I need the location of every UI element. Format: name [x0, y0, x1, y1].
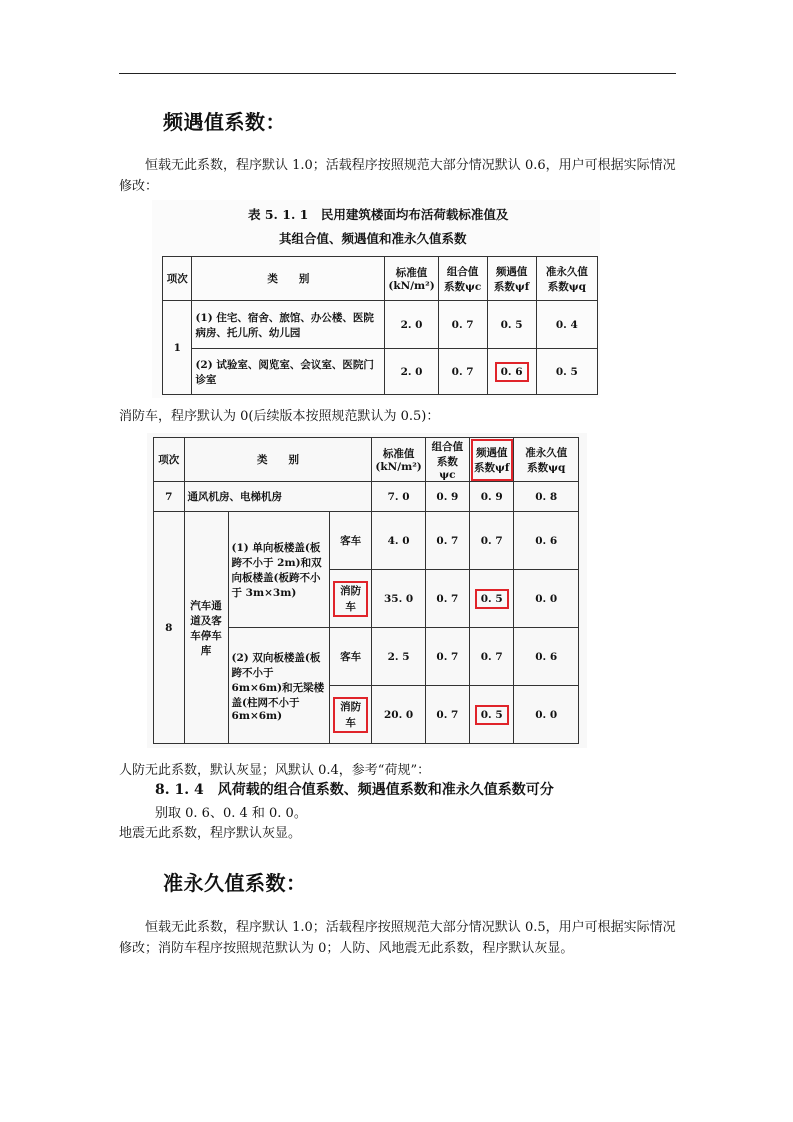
comb-cell: 0. 7	[425, 628, 469, 686]
table1-caption-line1: 表 5. 1. 1 民用建筑楼面均布活荷载标准值及	[248, 207, 509, 222]
earthquake-note: 地震无此系数，程序默认灰显。	[119, 826, 302, 841]
freq-cell	[487, 349, 536, 395]
category-cell: (2) 试验室、阅览室、会议室、医院门诊室	[192, 349, 385, 395]
quasi-cell: 0. 5	[536, 349, 597, 395]
quasi-cell: 0. 0	[514, 570, 579, 628]
table1-caption-line2: 其组合值、频遇值和准永久值系数	[279, 231, 467, 246]
comb-cell: 0. 9	[425, 482, 469, 512]
std-cell: 2. 0	[385, 301, 438, 349]
comb-cell: 0. 7	[425, 570, 469, 628]
std-cell: 2. 5	[372, 628, 425, 686]
intro-paragraph-frequent	[119, 155, 679, 197]
highlighted-freq-value: 0. 6	[495, 362, 529, 382]
table2-scan	[147, 433, 587, 748]
vehicle-type-cell: 客车	[329, 512, 372, 570]
intro-text: 恒载无此系数，程序默认 1.0；活载程序按照规范大部分情况默认 0.5，用户可根据实际情况修改；消防车程序按照规范默认为 0；人防、风地震无此系数，程序默认灰显。	[119, 920, 676, 956]
comb-cell: 0. 7	[438, 301, 487, 349]
header-cell: 准永久值 系数ψq	[514, 438, 579, 482]
table-row	[154, 482, 579, 512]
group-cell: 汽车通道及客车停车库	[184, 512, 228, 744]
vehicle-type-cell	[329, 686, 372, 744]
category-cell: (1) 住宅、宿舍、旅馆、办公楼、医院病房、托儿所、幼儿园	[192, 301, 385, 349]
table1-header-row	[163, 257, 598, 301]
category-cell: 通风机房、电梯机房	[184, 482, 372, 512]
quasi-cell: 0. 4	[536, 301, 597, 349]
freq-cell: 0. 5	[487, 301, 536, 349]
intro-text: 恒载无此系数，程序默认 1.0；活载程序按照规范大部分情况默认 0.6，用户可根据实际情况修改：	[119, 158, 676, 194]
comb-cell: 0. 7	[425, 512, 469, 570]
code-clause-line1: 8. 1. 4 风荷载的组合值系数、频遇值系数和准永久值系数可分	[155, 782, 554, 798]
std-cell: 2. 0	[385, 349, 438, 395]
table-row	[154, 512, 579, 570]
vehicle-type-cell: 客车	[329, 628, 372, 686]
header-cell: 标准值 (kN/m²)	[372, 438, 425, 482]
highlighted-freq-value: 0. 5	[475, 705, 509, 725]
comb-cell: 0. 7	[425, 686, 469, 744]
freq-cell: 0. 7	[470, 512, 514, 570]
quasi-cell: 0. 0	[514, 686, 579, 744]
subcategory-cell: (2) 双向板楼盖(板跨不小于 6m×6m)和无梁楼盖(柱网不小于 6m×6m)	[228, 628, 329, 744]
std-cell: 7. 0	[372, 482, 425, 512]
quasi-cell: 0. 8	[514, 482, 579, 512]
freq-cell	[470, 570, 514, 628]
freq-cell: 0. 7	[470, 628, 514, 686]
quasi-cell: 0. 6	[514, 628, 579, 686]
table1-scan	[152, 200, 600, 398]
header-cell: 组合值 系数ψc	[438, 257, 487, 301]
table2-header-row	[154, 438, 579, 482]
vehicle-type-cell	[329, 570, 372, 628]
header-cell: 类 别	[184, 438, 372, 482]
item-no-cell: 7	[154, 482, 185, 512]
subcategory-cell: (1) 单向板楼盖(板跨不小于 2m)和双向板楼盖(板跨不小于 3m×3m)	[228, 512, 329, 628]
header-cell: 频遇值 系数ψf	[487, 257, 536, 301]
table-row	[163, 349, 598, 395]
freq-cell: 0. 9	[470, 482, 514, 512]
wind-note: 人防无此系数，默认灰显；风默认 0.4，参考“荷规”：	[119, 763, 431, 778]
std-cell: 20. 0	[372, 686, 425, 744]
fire-truck-note: 消防车，程序默认为 0(后续版本按照规范默认为 0.5)：	[119, 409, 440, 424]
table1	[162, 256, 598, 395]
std-cell: 4. 0	[372, 512, 425, 570]
header-cell: 组合值 系数ψc	[425, 438, 469, 482]
section-heading-frequent: 频遇值系数：	[163, 110, 286, 134]
intro-paragraph-quasi	[119, 917, 679, 959]
section-heading-quasi-permanent: 准永久值系数：	[163, 871, 307, 895]
code-clause-line2: 别取 0. 6、0. 4 和 0. 0。	[155, 806, 307, 821]
comb-cell: 0. 7	[438, 349, 487, 395]
header-cell: 准永久值 系数ψq	[536, 257, 597, 301]
quasi-cell: 0. 6	[514, 512, 579, 570]
table-row	[163, 301, 598, 349]
header-rule	[119, 73, 676, 74]
header-cell: 标准值 (kN/m²)	[385, 257, 438, 301]
std-cell: 35. 0	[372, 570, 425, 628]
header-cell: 项次	[154, 438, 185, 482]
highlighted-fire-truck-label: 消防车	[333, 581, 369, 617]
highlighted-fire-truck-label: 消防车	[333, 697, 369, 733]
table2	[153, 437, 579, 744]
header-cell-freq-highlighted: 频遇值 系数ψf	[470, 438, 514, 482]
highlighted-freq-value: 0. 5	[475, 589, 509, 609]
item-no-cell: 1	[163, 301, 192, 395]
header-cell: 项次	[163, 257, 192, 301]
header-cell: 类 别	[192, 257, 385, 301]
item-no-cell: 8	[154, 512, 185, 744]
freq-cell	[470, 686, 514, 744]
